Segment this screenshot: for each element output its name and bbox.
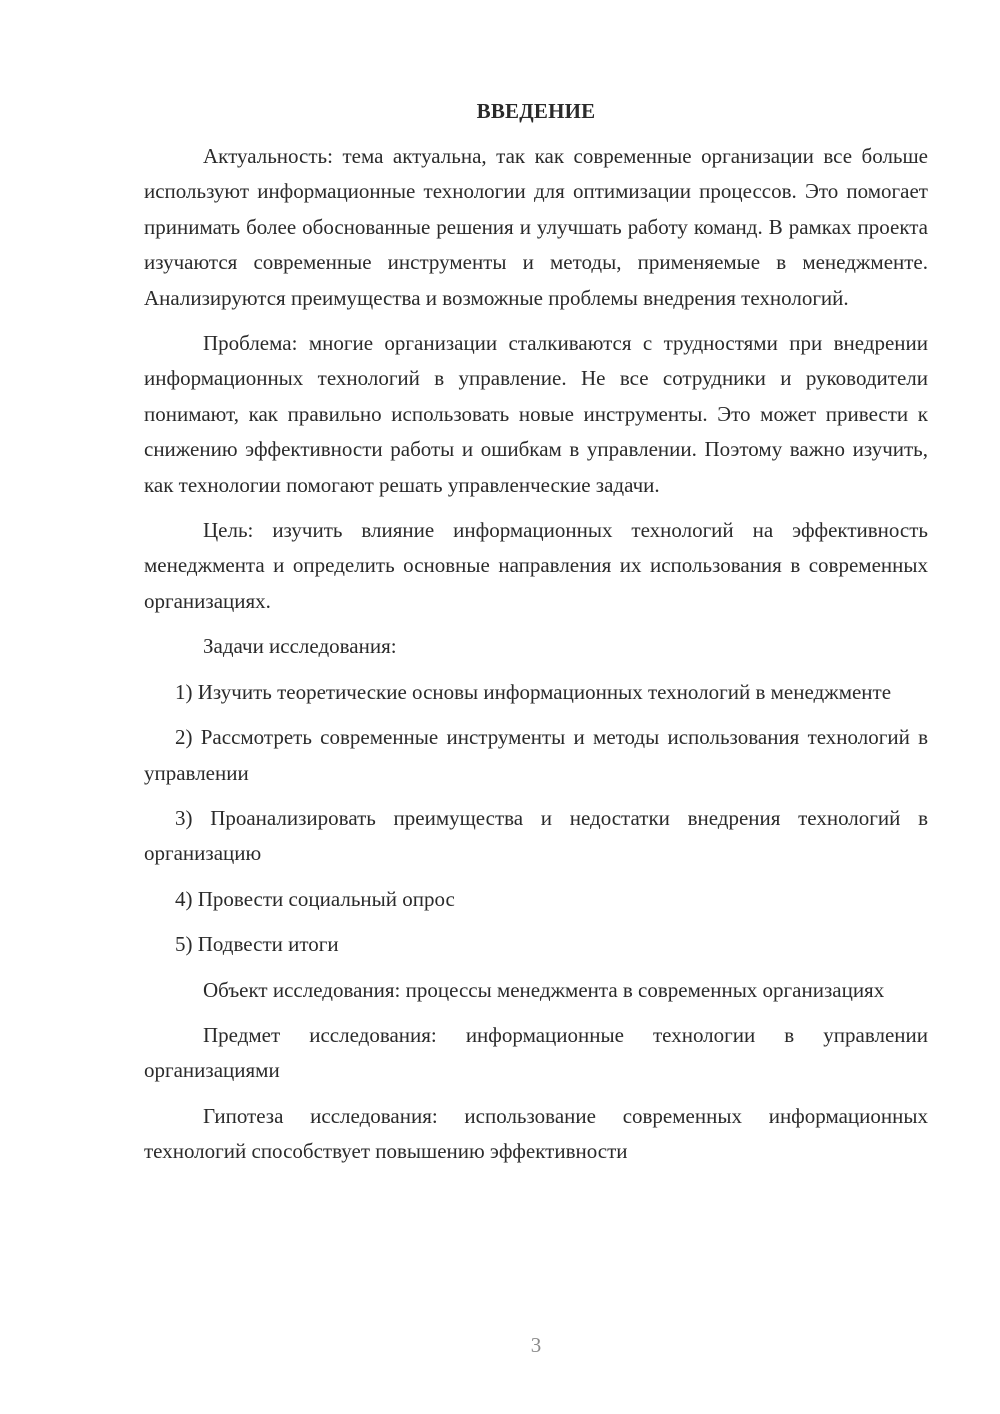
tasks-heading: Задачи исследования: <box>203 634 397 659</box>
task-item-2: 2) Рассмотреть современные инструменты и методы использования технологий в управлении <box>144 725 928 785</box>
problem-paragraph: Проблема: многие организации сталкиваются с трудностями при внедрении информационных технологий в управление. Не все сотрудники и руководители понимают, как правильно использовать новые инструменты. Это может привести к снижению эффективности работы и ошибкам в управлении. Поэтому важно изучить, как технологии помогают решать управленческие задачи. <box>144 331 928 497</box>
goal-paragraph: Цель: изучить влияние информационных технологий на эффективность менеджмента и определить основные направления их использования в современных организациях. <box>144 518 928 613</box>
relevance-paragraph: Актуальность: тема актуальна, так как современные организации все больше используют информационные технологии для оптимизации процессов. Это помогает принимать более обоснованные решения и улучшать работу команд. В рамках проекта изучаются современные инструменты и методы, применяемые в менеджменте. Анализируются преимущества и возможные проблемы внедрения технологий. <box>144 144 928 310</box>
page-number: 3 <box>530 1333 542 1357</box>
page-title: ВВЕДЕНИЕ <box>476 99 596 123</box>
subject-paragraph: Предмет исследования: информационные технологии в управлении организациями <box>144 1022 928 1083</box>
task-item-1: 1) Изучить теоретические основы информационных технологий в менеджменте <box>175 679 892 704</box>
object-paragraph: Объект исследования: процессы менеджмента в современных организациях <box>203 977 885 1002</box>
task-item-4: 4) Провести социальный опрос <box>175 886 455 911</box>
document-page <box>144 94 928 1180</box>
hypothesis-paragraph: Гипотеза исследования: использование современных информационных технологий способствует повышению эффективности <box>144 1103 928 1164</box>
task-item-3: 3) Проанализировать преимущества и недостатки внедрения технологий в организацию <box>144 805 928 866</box>
task-item-5: 5) Подвести итоги <box>175 932 339 957</box>
